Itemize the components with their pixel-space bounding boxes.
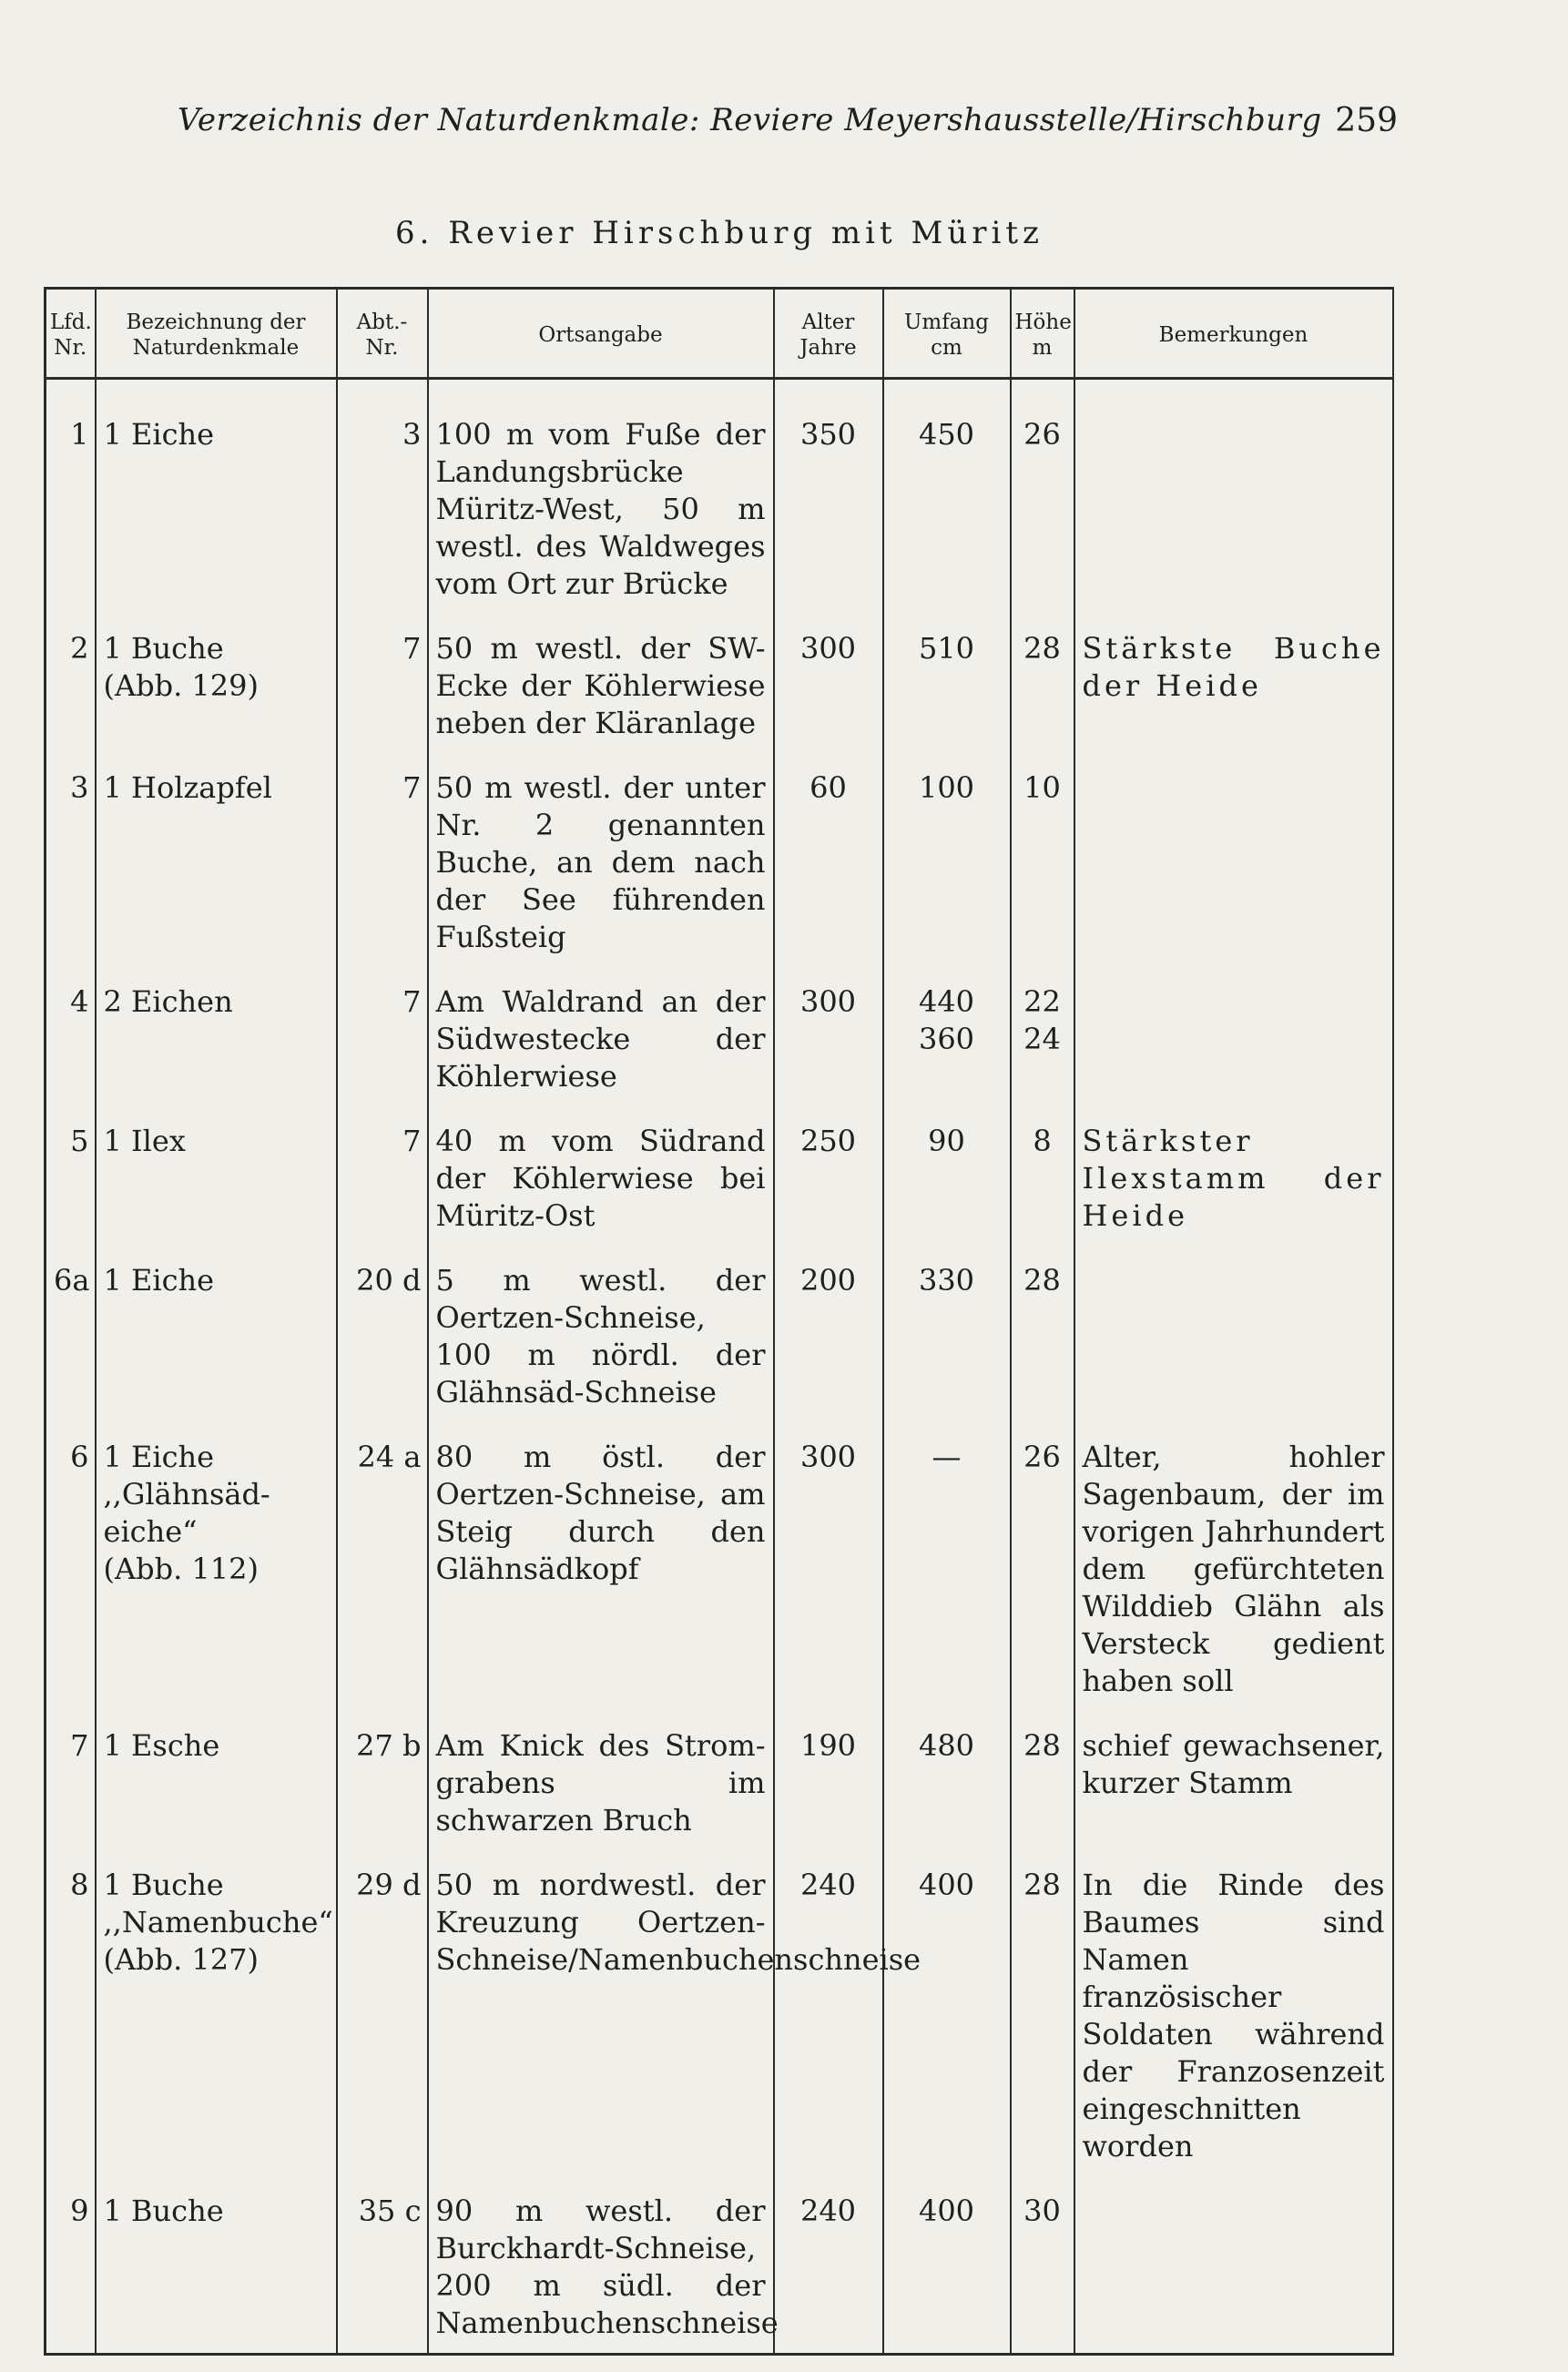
monument-table-container [44,287,1391,2356]
cell-abt-nr: 3 [337,379,428,617]
cell-alter-line: 300 [799,631,857,666]
cell-bezeichnung-line: (Abb. 129) [103,668,259,703]
cell-umfang-line: 440 [918,984,975,1019]
cell-bemerkungen [1074,1248,1393,1425]
cell-ortsangabe: 100 m vom Fuße der Landungsbrücke Müritz-West, 50 m westl. des Waldweges vom Ort zur Brücke [428,379,774,617]
cell-abt-nr: 29 d [337,1853,428,2179]
cell-bezeichnung [96,379,337,617]
cell-ortsangabe: 50 m westl. der SW-Ecke der Köhlerwiese neben der Kläranlage [428,616,774,756]
cell-hoehe [1011,616,1074,756]
cell-hoehe [1011,1425,1074,1714]
cell-abt-nr: 7 [337,756,428,970]
cell-lfd-nr: 8 [46,1853,96,2179]
cell-bezeichnung [96,616,337,756]
cell-bezeichnung [96,1714,337,1853]
cell-umfang-line: 90 [928,1124,965,1158]
cell-alter [774,616,883,756]
cell-hoehe-line: 24 [1023,1022,1061,1056]
col-umfang-header [883,289,1011,379]
cell-alter [774,2179,883,2355]
cell-umfang [883,756,1011,970]
cell-umfang [883,1853,1011,2179]
cell-lfd-nr: 9 [46,2179,96,2355]
cell-lfd-nr: 3 [46,756,96,970]
cell-bezeichnung [96,1853,337,2179]
cell-umfang-line: 330 [918,1263,975,1298]
cell-bemerkungen: In die Rinde des Baumes sind Namen französischer Soldaten während der Franzosenzeit eingeschnitten worden [1074,1853,1393,2179]
cell-abt-nr: 7 [337,970,428,1109]
cell-abt-nr: 24 a [337,1425,428,1714]
cell-bemerkungen [1074,379,1393,617]
cell-bezeichnung-line: ,,Glähnsäd- [103,1477,270,1512]
cell-bezeichnung-line: ,,Namenbuche“ [103,1905,333,1939]
cell-lfd-nr: 7 [46,1714,96,1853]
cell-hoehe-line: 26 [1023,1440,1061,1474]
header-line: Nr. [54,336,87,360]
cell-hoehe-line: 22 [1023,984,1061,1019]
cell-hoehe-line: 28 [1023,1728,1061,1763]
cell-alter [774,1109,883,1248]
cell-bemerkungen: Alter, hohler Sagenbaum, der im vorigen Jahrhundert dem gefürchteten Wilddieb Glähn als Versteck gedient haben soll [1074,1425,1393,1714]
cell-hoehe [1011,1109,1074,1248]
cell-alter [774,1714,883,1853]
cell-bezeichnung-line: 1 Buche [103,631,224,666]
cell-umfang [883,2179,1011,2355]
cell-hoehe [1011,756,1074,970]
cell-ortsangabe: 40 m vom Südrand der Köhlerwiese bei Müritz-Ost [428,1109,774,1248]
header-line: Alter [801,310,855,334]
table-row [46,756,1393,970]
cell-hoehe-line: 28 [1023,1263,1061,1298]
col-abt-nr-header [337,289,428,379]
cell-alter [774,1853,883,2179]
table-row [46,616,1393,756]
cell-lfd-nr: 6a [46,1248,96,1425]
table-row [46,1853,1393,2179]
cell-ortsangabe: 90 m westl. der Burckhardt-Schneise, 200 m südl. der Namenbuchenschneise [428,2179,774,2355]
cell-lfd-nr: 4 [46,970,96,1109]
cell-bezeichnung [96,1248,337,1425]
cell-hoehe [1011,2179,1074,2355]
cell-bemerkungen [1074,2179,1393,2355]
cell-alter-line: 60 [809,770,847,805]
header-line: Abt.- [356,310,408,334]
cell-bemerkungen: Stärkster Ilexstamm der Heide [1074,1109,1393,1248]
cell-umfang [883,1248,1011,1425]
cell-alter-line: 300 [799,984,857,1019]
table-row [46,970,1393,1109]
cell-hoehe [1011,1853,1074,2179]
table-header [46,289,1393,379]
cell-bezeichnung-line: (Abb. 112) [103,1552,259,1586]
cell-bezeichnung [96,970,337,1109]
cell-abt-nr: 20 d [337,1248,428,1425]
cell-umfang-line: 100 [918,770,975,805]
cell-hoehe-line: 28 [1023,1868,1061,1902]
cell-umfang [883,970,1011,1109]
col-lfd-nr-header [46,289,96,379]
cell-hoehe-line: 28 [1023,631,1061,666]
col-alter-header [774,289,883,379]
cell-hoehe [1011,379,1074,617]
cell-bezeichnung-line: (Abb. 127) [103,1942,259,1977]
cell-abt-nr: 7 [337,616,428,756]
header-line: Bezeichnung der [126,310,306,334]
cell-umfang-line: 400 [918,2194,975,2228]
cell-bezeichnung-line: 1 Ilex [103,1124,186,1158]
cell-alter [774,379,883,617]
cell-bezeichnung-line: 1 Buche [103,2194,224,2228]
cell-umfang-line: — [932,1440,962,1474]
cell-umfang [883,1714,1011,1853]
table-row [46,379,1393,617]
header-line: Umfang [904,310,989,334]
cell-alter-line: 200 [799,1263,857,1298]
header-line: Ortsangabe [538,323,663,347]
cell-alter-line: 240 [799,1868,857,1902]
cell-bemerkungen: Stärkste Buche der Heide [1074,616,1393,756]
col-bezeichnung-header [96,289,337,379]
table-row [46,1109,1393,1248]
cell-lfd-nr: 5 [46,1109,96,1248]
cell-umfang [883,379,1011,617]
cell-bezeichnung-line: 1 Eiche [103,417,215,452]
header-line: Bemerkungen [1158,323,1308,347]
cell-ortsangabe: Am Waldrand an der Südwestecke der Köhlerwiese [428,970,774,1109]
cell-bemerkungen: schief gewachsener, kurzer Stamm [1074,1714,1393,1853]
table-row [46,1425,1393,1714]
cell-alter [774,970,883,1109]
col-ortsangabe-header [428,289,774,379]
cell-ortsangabe: 50 m westl. der unter Nr. 2 genannten Buche, an dem nach der See führenden Fußsteig [428,756,774,970]
cell-bemerkungen [1074,970,1393,1109]
cell-bezeichnung [96,1109,337,1248]
cell-abt-nr: 35 c [337,2179,428,2355]
cell-hoehe-line: 30 [1023,2194,1061,2228]
cell-hoehe-line: 10 [1023,770,1061,805]
cell-abt-nr: 7 [337,1109,428,1248]
natural-monuments-table [44,287,1394,2356]
cell-hoehe [1011,970,1074,1109]
header-line: m [1032,336,1053,360]
cell-bezeichnung-line: 1 Eiche [103,1263,215,1298]
cell-umfang-line: 480 [918,1728,975,1763]
cell-umfang-line: 510 [918,631,975,666]
cell-bemerkungen [1074,756,1393,970]
cell-ortsangabe: Am Knick des Strom-grabens im schwarzen Bruch [428,1714,774,1853]
header-line: cm [931,336,962,360]
cell-bezeichnung-line: 1 Eiche [103,1440,215,1474]
table-row [46,1714,1393,1853]
cell-alter-line: 190 [799,1728,857,1763]
cell-bezeichnung-line: 1 Holzapfel [103,770,272,805]
header-line: Lfd. [50,310,92,334]
cell-bezeichnung-line: 2 Eichen [103,984,233,1019]
cell-lfd-nr: 1 [46,379,96,617]
cell-bezeichnung-line: eiche“ [103,1514,198,1549]
cell-bezeichnung-line: 1 Esche [103,1728,220,1763]
cell-bezeichnung [96,2179,337,2355]
page-number: 259 [1335,102,1398,139]
header-line: Höhe [1014,310,1072,334]
header-line: Jahre [799,336,857,360]
cell-hoehe-line: 8 [1033,1124,1052,1158]
cell-alter-line: 250 [799,1124,857,1158]
cell-ortsangabe: 50 m nordwestl. der Kreuzung Oertzen-Schneise/Namenbuchenschneise [428,1853,774,2179]
running-title: Verzeichnis der Naturdenkmale: Reviere Meyershausstelle/Hirschburg [178,102,1322,138]
cell-bezeichnung-line: 1 Buche [103,1868,224,1902]
cell-ortsangabe: 80 m östl. der Oertzen-Schneise, am Steig durch den Glähnsädkopf [428,1425,774,1714]
cell-umfang-line: 400 [918,1868,975,1902]
col-hoehe-header [1011,289,1074,379]
table-body [46,379,1393,2355]
section-title: 6. Revier Hirschburg mit Müritz [395,215,1044,251]
cell-hoehe-line: 26 [1023,417,1061,452]
cell-umfang [883,1425,1011,1714]
cell-hoehe [1011,1248,1074,1425]
header-line: Nr. [365,336,399,360]
cell-alter [774,1425,883,1714]
cell-umfang [883,1109,1011,1248]
cell-umfang [883,616,1011,756]
col-bemerkungen-header [1074,289,1393,379]
cell-bezeichnung [96,756,337,970]
cell-alter [774,756,883,970]
cell-umfang-line: 360 [918,1022,975,1056]
header-line: Naturdenkmale [132,336,300,360]
table-row [46,2179,1393,2355]
cell-lfd-nr: 2 [46,616,96,756]
cell-alter-line: 350 [799,417,857,452]
cell-alter [774,1248,883,1425]
cell-abt-nr: 27 b [337,1714,428,1853]
cell-hoehe [1011,1714,1074,1853]
cell-lfd-nr: 6 [46,1425,96,1714]
cell-alter-line: 240 [799,2194,857,2228]
cell-bezeichnung [96,1425,337,1714]
cell-umfang-line: 450 [918,417,975,452]
cell-alter-line: 300 [799,1440,857,1474]
table-row [46,1248,1393,1425]
cell-ortsangabe: 5 m westl. der Oertzen-Schneise, 100 m nördl. der Glähnsäd-Schneise [428,1248,774,1425]
